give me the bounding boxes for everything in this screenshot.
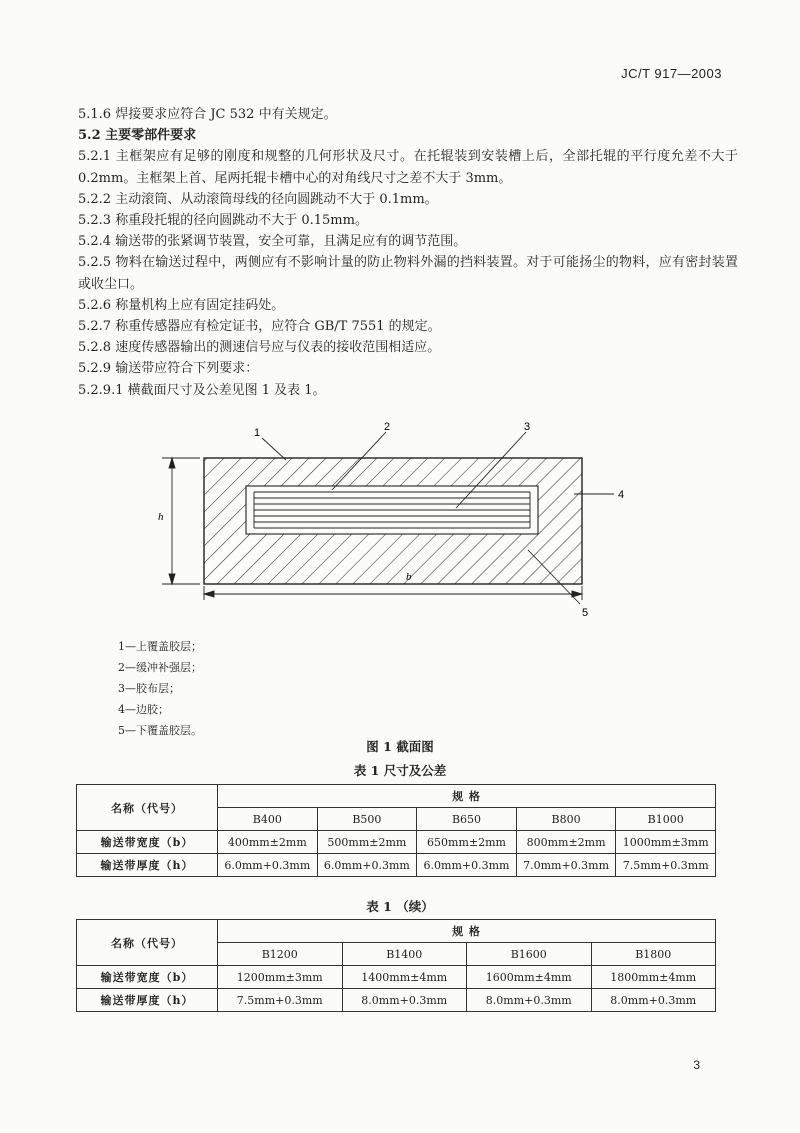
table-cell: 500mm±2mm bbox=[317, 831, 417, 854]
row-name: 输送带厚度（h） bbox=[77, 989, 218, 1012]
height-dimension bbox=[162, 458, 200, 584]
table-cell: 1000mm±3mm bbox=[616, 831, 716, 854]
spec-header: 规 格 bbox=[218, 920, 716, 943]
table-cell: 6.0mm+0.3mm bbox=[417, 854, 517, 877]
table-row bbox=[77, 831, 716, 854]
clause-5-2-6: 5.2.6 称量机构上应有固定挂码处。 bbox=[78, 297, 285, 313]
table-cell: 800mm±2mm bbox=[516, 831, 616, 854]
name-header: 名称（代号） bbox=[77, 785, 218, 831]
table-cell: 8.0mm+0.3mm bbox=[467, 989, 592, 1012]
column-header: B1800 bbox=[591, 943, 716, 966]
clause-5-2-9: 5.2.9 输送带应符合下列要求： bbox=[78, 361, 259, 377]
column-header: B400 bbox=[218, 808, 318, 831]
table-cell: 400mm±2mm bbox=[218, 831, 318, 854]
page-number: 3 bbox=[693, 1058, 700, 1072]
table-cell: 7.0mm+0.3mm bbox=[516, 854, 616, 877]
column-header: B1400 bbox=[342, 943, 467, 966]
legend-item: 4—边胶； bbox=[118, 703, 169, 716]
table1-caption: 表 1 尺寸及公差 bbox=[353, 763, 447, 778]
legend-item: 5—下覆盖胶层。 bbox=[118, 724, 202, 737]
callout-5: 5 bbox=[582, 607, 589, 619]
row-name: 输送带宽度（b） bbox=[77, 831, 218, 854]
clause-5-2-1: 5.2.1 主框架应有足够的刚度和规整的几何形状及尺寸。在托辊装到安装槽上后，全部托辊的平行度允差不大于 0.2mm。主框架上首、尾两托辊卡槽中心的对角线尺寸之差不大于 3mm。 bbox=[78, 149, 738, 186]
table-cell: 1200mm±3mm bbox=[218, 966, 343, 989]
callout-2: 2 bbox=[384, 421, 391, 433]
column-header: B800 bbox=[516, 808, 616, 831]
name-header: 名称（代号） bbox=[77, 920, 218, 966]
table-cell: 6.0mm+0.3mm bbox=[218, 854, 318, 877]
cross-section-figure bbox=[160, 420, 640, 620]
clause-5-2-3: 5.2.3 称重段托辊的径向圆跳动不大于 0.15mm。 bbox=[78, 213, 368, 229]
width-dimension bbox=[204, 586, 582, 600]
clause-5-1-6: 5.1.6 焊接要求应符合 JC 532 中有关规定。 bbox=[78, 107, 337, 122]
table1-continued-caption: 表 1 （续） bbox=[366, 899, 434, 914]
column-header: B1000 bbox=[616, 808, 716, 831]
table-cell: 8.0mm+0.3mm bbox=[342, 989, 467, 1012]
body-text bbox=[78, 104, 738, 401]
table-cell: 8.0mm+0.3mm bbox=[591, 989, 716, 1012]
height-label: h bbox=[158, 511, 164, 523]
clause-5-2-7: 5.2.7 称重传感器应有检定证书，应符合 GB/T 7551 的规定。 bbox=[78, 319, 441, 335]
dimension-table-continued bbox=[76, 919, 716, 1012]
table-cell: 650mm±2mm bbox=[417, 831, 517, 854]
figure-legend bbox=[118, 636, 202, 741]
table-row bbox=[77, 966, 716, 989]
legend-item: 1—上覆盖胶层； bbox=[118, 640, 202, 653]
table-row bbox=[77, 854, 716, 877]
spec-header: 规 格 bbox=[218, 785, 716, 808]
table-cell: 1400mm±4mm bbox=[342, 966, 467, 989]
table-cell: 6.0mm+0.3mm bbox=[317, 854, 417, 877]
dimension-table bbox=[76, 784, 716, 877]
figure-caption: 图 1 截面图 bbox=[366, 739, 434, 754]
column-header: B650 bbox=[417, 808, 517, 831]
section-5-2-title: 5.2 主要零部件要求 bbox=[78, 128, 197, 144]
callout-1: 1 bbox=[254, 427, 261, 439]
standard-code: JC/T 917—2003 bbox=[621, 66, 722, 81]
clause-5-2-5: 5.2.5 物料在输送过程中，两侧应有不影响计量的防止物料外漏的挡料装置。对于可能扬尘的物料，应有密封装置或收尘口。 bbox=[78, 255, 738, 292]
width-label: b bbox=[406, 571, 412, 583]
legend-item: 3—胶布层； bbox=[118, 682, 180, 695]
legend-item: 2—缓冲补强层； bbox=[118, 661, 202, 674]
table-row bbox=[77, 989, 716, 1012]
column-header: B500 bbox=[317, 808, 417, 831]
table-cell: 1800mm±4mm bbox=[591, 966, 716, 989]
clause-5-2-4: 5.2.4 输送带的张紧调节装置，安全可靠，且满足应有的调节范围。 bbox=[78, 234, 467, 250]
callout-4: 4 bbox=[618, 489, 625, 501]
column-header: B1200 bbox=[218, 943, 343, 966]
row-name: 输送带宽度（b） bbox=[77, 966, 218, 989]
table-cell: 1600mm±4mm bbox=[467, 966, 592, 989]
column-header: B1600 bbox=[467, 943, 592, 966]
row-name: 输送带厚度（h） bbox=[77, 854, 218, 877]
table-cell: 7.5mm+0.3mm bbox=[616, 854, 716, 877]
clause-5-2-2: 5.2.2 主动滚筒、从动滚筒母线的径向圆跳动不大于 0.1mm。 bbox=[78, 191, 438, 207]
callout-3: 3 bbox=[524, 421, 531, 433]
clause-5-2-9-1: 5.2.9.1 横截面尺寸及公差见图 1 及表 1。 bbox=[78, 382, 326, 398]
table-cell: 7.5mm+0.3mm bbox=[218, 989, 343, 1012]
clause-5-2-8: 5.2.8 速度传感器输出的测速信号应与仪表的接收范围相适应。 bbox=[78, 340, 441, 356]
